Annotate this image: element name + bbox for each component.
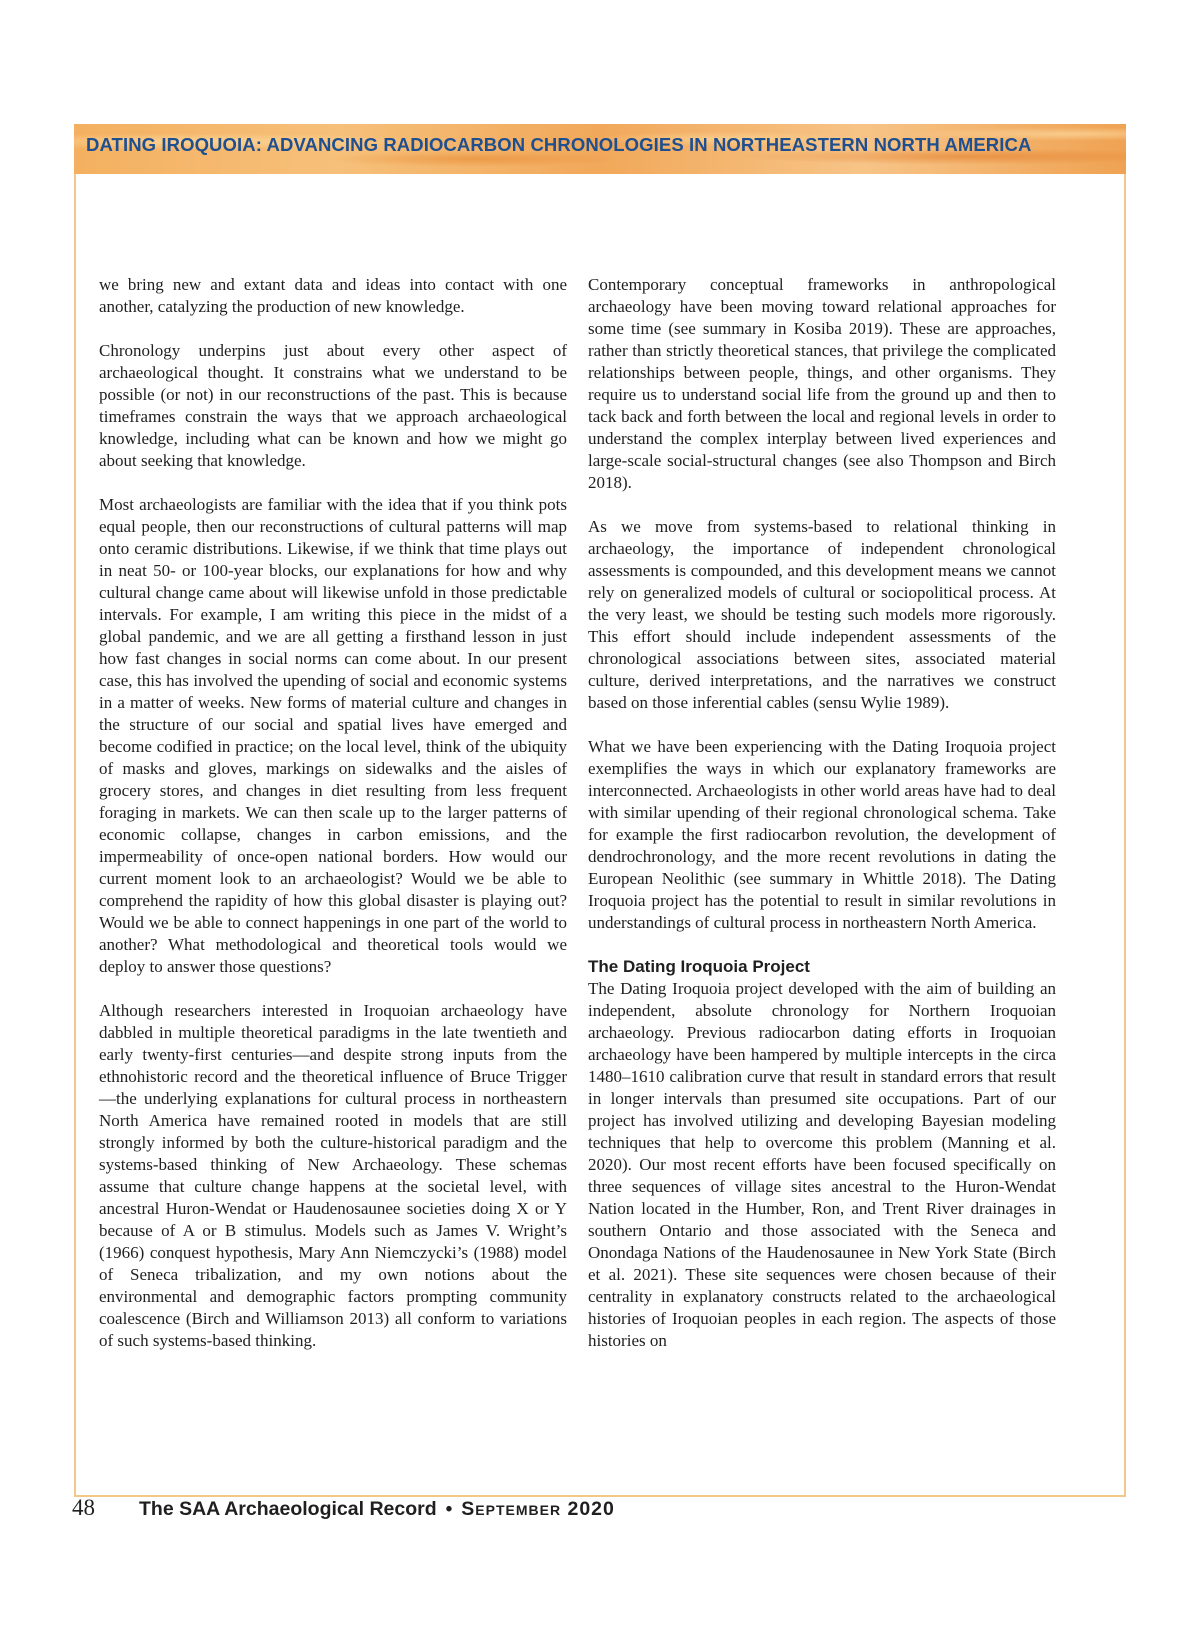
banner-title: DATING IROQUOIA: ADVANCING RADIOCARBON CHRONOLOGIES IN NORTHEASTERN NORTH AMERICA (86, 134, 1032, 155)
paragraph: Chronology underpins just about every other aspect of archaeological thought. It constrains what we understand to be possible (or not) in our reconstructions of the past. This is because timeframes constrain the ways that we approach archaeological knowledge, including what can be known and how we might go about seeking that knowledge. (99, 341, 567, 470)
paragraph: Although researchers interested in Iroquoian archaeology have dabbled in multiple theoretical paradigms in the late twentieth and early twenty-first centuries—and despite strong inputs from the ethnohistoric record and the theoretical influence of Bruce Trigger—the underlying explanations for cultural process in northeastern North America have remained rooted in models that are still strongly informed by both the culture-historical paradigm and the systems-based thinking of New Archaeology. These schemas assume that culture change happens at the societal level, with ancestral Huron-Wendat or Haudenosaunee societies doing X or Y because of A or B stimulus. Models such as James V. Wright’s (1966) conquest hypothesis, Mary Ann Niemczycki’s (1988) model of Seneca tribalization, and my own notions about the environmental and demographic factors prompting community coalescence (Birch and Williamson 2013) all conform to variations of such systems-based thinking. (99, 1001, 567, 1350)
footer-separator: • (445, 1499, 453, 1520)
page-footer (72, 1495, 615, 1521)
page-number: 48 (72, 1495, 95, 1520)
paragraph: What we have been experiencing with the Dating Iroquoia project exemplifies the ways in which our explanatory frameworks are interconnected. Archaeologists in other world areas have had to deal with similar upending of their regional chronological schema. Take for example the first radiocarbon revolution, the development of dendrochronology, and the more recent revolutions in dating the European Neolithic (see summary in Whittle 2018). The Dating Iroquoia project has the potential to result in similar revolutions in understandings of cultural process in northeastern North America. (588, 737, 1056, 932)
paragraph: Contemporary conceptual frameworks in anthropological archaeology have been moving toward relational approaches for some time (see summary in Kosiba 2019). These are approaches, rather than strictly theoretical stances, that privilege the complicated relationships between people, things, and other organisms. They require us to understand social life from the ground up and then to tack back and forth between the local and regional levels in order to understand the complex interplay between lived experiences and large-scale social-structural changes (see also Thompson and Birch 2018). (588, 275, 1056, 492)
left-column (99, 274, 567, 1352)
paragraph: The Dating Iroquoia project developed with the aim of building an independent, absolute chronology for Northern Iroquoian archaeology. Previous radiocarbon dating efforts in Iroquoian archaeology have been hampered by multiple intercepts in the circa 1480–1610 calibration curve that result in standard errors that result in longer intervals than presumed site occupations. Part of our project has involved utilizing and developing Bayesian modeling techniques that help to overcome this problem (Manning et al. 2020). Our most recent efforts have been focused specifically on three sequences of village sites ancestral to the Huron-Wendat Nation located in the Humber, Ron, and Trent River drainages in southern Ontario and those associated with the Seneca and Onondaga Nations of the Haudenosaunee in New York State (Birch et al. 2021). These site sequences were chosen because of their centrality in explanatory constructs related to the archaeological histories of Iroquoian peoples in each region. The aspects of those histories on (588, 979, 1056, 1350)
right-column (588, 274, 1056, 1352)
journal-title: The SAA Archaeological Record (139, 1498, 437, 1520)
issue-date: September 2020 (461, 1498, 615, 1520)
paragraph: we bring new and extant data and ideas into contact with one another, catalyzing the production of new knowledge. (99, 275, 567, 316)
section-heading: The Dating Iroquoia Project (588, 957, 810, 976)
paragraph: Most archaeologists are familiar with the idea that if you think pots equal people, then our reconstructions of cultural patterns will map onto ceramic distributions. Likewise, if we think that time plays out in neat 50- or 100-year blocks, our explanations for how and why cultural change came about will likewise unfold in those predictable intervals. For example, I am writing this piece in the midst of a global pandemic, and we are all getting a firsthand lesson in just how fast changes in social norms can come about. In our present case, this has involved the upending of social and economic systems in a matter of weeks. New forms of material culture and changes in the structure of our social and spatial lives have emerged and become codified in practice; on the local level, think of the ubiquity of masks and gloves, markings on sidewalks and the aisles of grocery stores, and changes in diet resulting from less frequent foraging in markets. We can then scale up to the larger patterns of economic collapse, changes in carbon emissions, and the impermeability of once-open national borders. How would our current moment look to an archaeologist? Would we be able to comprehend the rapidity of how this global disaster is playing out? Would we be able to connect happenings in one part of the world to another? What methodological and theoretical tools would we deploy to answer those questions? (99, 495, 567, 976)
paragraph: As we move from systems-based to relational thinking in archaeology, the importance of independent chronological assessments is compounded, and this development means we cannot rely on generalized models of cultural or sociopolitical process. At the very least, we should be testing such models more rigorously. This effort should include independent assessments of the chronological associations between sites, associated material culture, derived interpretations, and the narratives we construct based on those inferential cables (sensu Wylie 1989). (588, 517, 1056, 712)
header-banner (74, 124, 1126, 174)
